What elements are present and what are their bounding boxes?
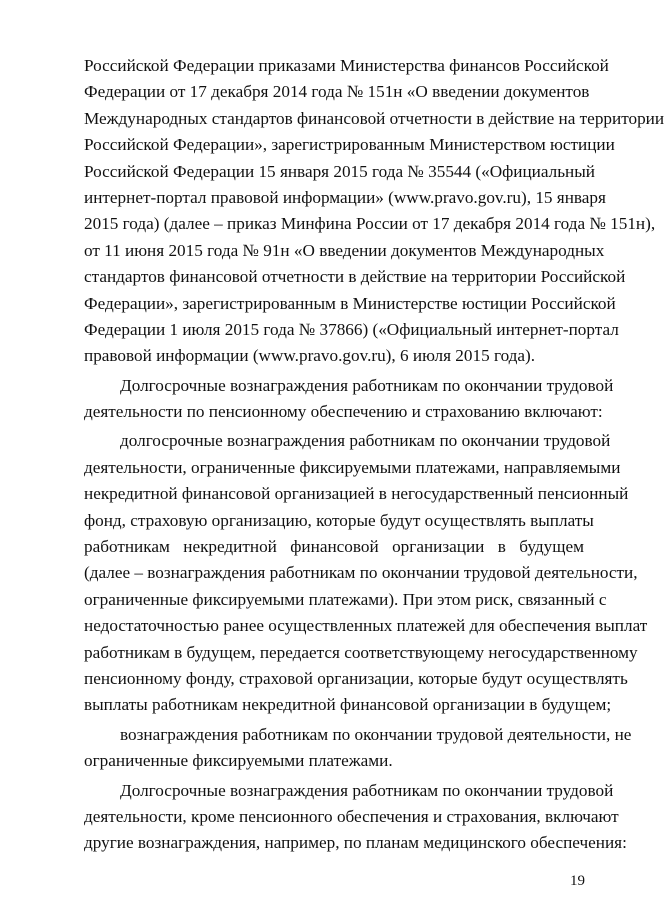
text-line: Российской Федерации 15 января 2015 года № 35544 («Официальный	[84, 161, 595, 181]
text-line: деятельности, кроме пенсионного обеспечения и страхования, включают	[84, 806, 619, 826]
text-line: работникам некредитной финансовой организации в будущем	[84, 537, 584, 557]
text-line: другие вознаграждения, например, по планам медицинского обеспечения:	[84, 833, 627, 853]
text-line: Долгосрочные вознаграждения работникам по окончании трудовой	[120, 375, 614, 395]
paragraph-limited-payments	[84, 428, 648, 718]
text-line: недостаточностью ранее осуществленных платежей для обеспечения выплат	[84, 616, 648, 636]
text-line: интернет-портал правовой информации» (www.pravo.gov.ru), 15 января	[84, 187, 606, 207]
text-line: деятельности по пенсионному обеспечению и страхованию включают:	[84, 402, 603, 422]
text-line: правовой информации (www.pravo.gov.ru), 6 июля 2015 года).	[84, 346, 536, 366]
text-line: Российской Федерации приказами Министерства финансов Российской	[84, 56, 609, 75]
page-number: 19	[570, 873, 585, 889]
text-line: от 11 июня 2015 года № 91н «О введении документов Международных	[84, 240, 605, 260]
text-line: Федерации 1 июля 2015 года № 37866) («Официальный интернет-портал	[84, 319, 619, 339]
text-line: выплаты работникам некредитной финансовой организации в будущем;	[84, 695, 612, 715]
text-line: Федерации», зарегистрированным в Министерстве юстиции Российской	[84, 293, 616, 313]
text-line: стандартов финансовой отчетности в действие на территории Российской	[84, 267, 626, 287]
text-line: долгосрочные вознаграждения работникам по окончании трудовой	[120, 431, 611, 451]
document-text	[84, 53, 664, 857]
paragraph-other-benefits	[84, 778, 627, 857]
text-line: Международных стандартов финансовой отчетности в действие на территории	[84, 108, 664, 128]
text-line: вознаграждения работникам по окончании трудовой деятельности, не	[120, 724, 632, 744]
text-line: пенсионному фонду, страховой организации, которые будут осуществлять	[84, 668, 628, 688]
text-line: Российской Федерации», зарегистрированным Министерством юстиции	[84, 135, 615, 155]
text-line: ограниченные фиксируемыми платежами.	[84, 751, 393, 771]
paragraph-pension-intro	[84, 373, 614, 426]
paragraph-unlimited-payments	[84, 722, 632, 775]
text-line: фонд, страховую организацию, которые будут осуществлять выплаты	[84, 510, 594, 530]
text-line: работникам в будущем, передается соответствующему негосударственному	[84, 642, 638, 662]
text-line: Долгосрочные вознаграждения работникам по окончании трудовой	[120, 780, 614, 800]
text-line: (далее – вознаграждения работникам по окончании трудовой деятельности,	[84, 563, 638, 583]
text-line: деятельности, ограниченные фиксируемыми платежами, направляемыми	[84, 457, 621, 477]
text-line: некредитной финансовой организацией в негосударственный пенсионный	[84, 484, 629, 504]
text-line: Федерации от 17 декабря 2014 года № 151н «О введении документов	[84, 82, 590, 102]
paragraph-orders	[84, 53, 664, 370]
text-line: ограниченные фиксируемыми платежами). При этом риск, связанный с	[84, 589, 607, 609]
text-line: 2015 года) (далее – приказ Минфина России от 17 декабря 2014 года № 151н),	[84, 214, 656, 234]
